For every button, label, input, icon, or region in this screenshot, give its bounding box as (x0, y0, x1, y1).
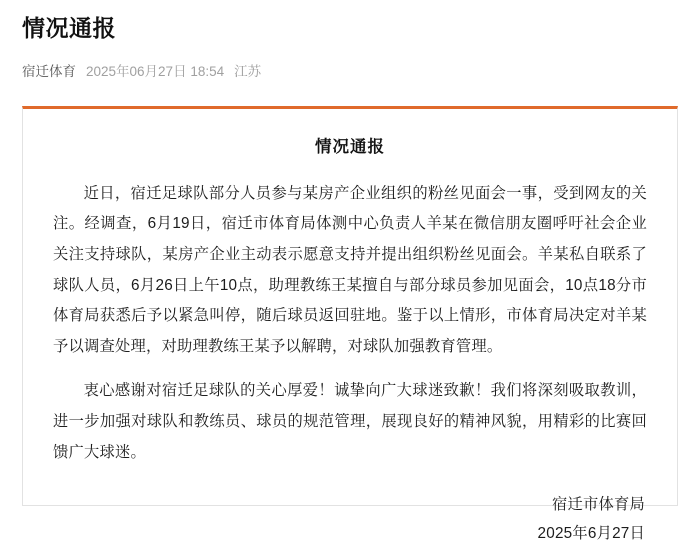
signature-organization: 宿迁市体育局 (552, 496, 645, 514)
meta-source: 宿迁体育 (22, 63, 76, 79)
article-page (0, 14, 700, 547)
page-title: 情况通报 (22, 15, 116, 41)
notice-paragraph: 近日，宿迁足球队部分人员参与某房产企业组织的粉丝见面会一事，受到网友的关注。经调查，6月19日，宿迁市体育局体测中心负责人羊某在微信朋友圈呼吁社会企业关注支持球队，某房产企业主动表示愿意支持并提出组织粉丝见面会。羊某私自联系了球队人员，6月26日上午10点，助理教练王某擅自与部分球员参加见面会，10点18分市体育局获悉后予以紧急叫停，随后球员返回驻地。鉴于以上情形，市体育局决定对羊某予以调查处理，对助理教练王某予以解聘，对球队加强教育管理。 (53, 184, 647, 355)
notice-card (22, 106, 678, 543)
notice-signature (53, 490, 647, 548)
article-meta (22, 60, 678, 80)
meta-timestamp: 2025年06月27日 18:54 (86, 63, 225, 79)
notice-paragraph: 衷心感谢对宿迁足球队的关心厚爱！诚挚向广大球迷致歉！我们将深刻吸取教训，进一步加强对球队和教练员、球员的规范管理，展现良好的精神风貌，用精彩的比赛回馈广大球迷。 (53, 382, 647, 461)
meta-region: 江苏 (234, 63, 262, 79)
notice-title: 情况通报 (315, 137, 385, 156)
signature-date: 2025年6月27日 (537, 525, 645, 543)
